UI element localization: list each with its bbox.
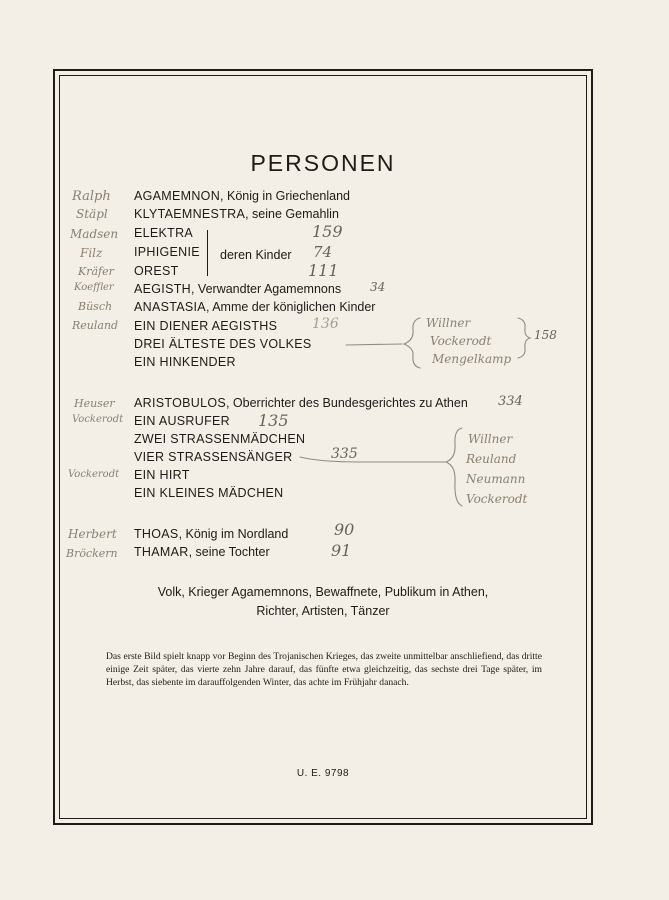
role-agamemnon: AGAMEMNON, König in Griechenland xyxy=(134,189,350,203)
hand-name: Büsch xyxy=(78,300,113,313)
role-elektra: ELEKTRA xyxy=(134,226,194,240)
hand-name: Heuser xyxy=(74,397,115,410)
role-aristobulos: ARISTOBULOS, Oberrichter des Bundesgerichtes zu Athen xyxy=(134,396,468,410)
role-aegisth: AEGISTH, Verwandter Agamemnons xyxy=(134,282,342,296)
catalog-number: U. E. 9798 xyxy=(296,768,350,779)
connector-line xyxy=(346,344,402,345)
page-title: PERSONEN xyxy=(250,150,396,176)
hand-name: Filz xyxy=(80,246,103,260)
hand-group1-name: Willner xyxy=(426,316,471,330)
hand-number: 91 xyxy=(331,541,352,560)
ensemble-line-1: Volk, Krieger Agamemnons, Bewaffnete, Publikum in Athen, xyxy=(157,585,489,599)
hand-number: 136 xyxy=(312,316,339,332)
hand-number: 90 xyxy=(334,520,355,539)
children-label: deren Kinder xyxy=(220,248,292,262)
hand-name: Herbert xyxy=(68,527,117,541)
hand-name: Bröckern xyxy=(66,547,118,560)
hand-number: 111 xyxy=(308,261,339,280)
role-ausrufer: EIN AUSRUFER xyxy=(134,414,230,428)
role-diener: EIN DIENER AEGISTHS xyxy=(134,319,278,333)
role-aelteste: DREI ÄLTESTE DES VOLKES xyxy=(134,337,312,351)
hand-number: 334 xyxy=(498,394,523,409)
role-hirt: EIN HIRT xyxy=(134,468,190,482)
hand-group2-name: Vockerodt xyxy=(466,492,528,506)
hand-name: Vockerodt xyxy=(72,414,124,425)
connector-line xyxy=(300,457,446,462)
hand-group1-name: Mengelkamp xyxy=(432,352,512,366)
hand-group2-name: Neumann xyxy=(466,472,526,486)
hand-group2-name: Reuland xyxy=(466,452,517,466)
brace-left xyxy=(404,318,420,368)
hand-number: 159 xyxy=(312,222,343,241)
hand-name: Stäpl xyxy=(76,207,108,221)
role-thoas: THOAS, König im Nordland xyxy=(134,527,289,541)
hand-number: 74 xyxy=(313,243,333,261)
role-hinkender: EIN HINKENDER xyxy=(134,355,236,369)
hand-name: Ralph xyxy=(72,189,111,204)
hand-name: Kräfer xyxy=(78,265,114,278)
brace-right xyxy=(518,318,530,358)
hand-number: 335 xyxy=(331,446,358,462)
hand-group1-name: Vockerodt xyxy=(430,334,492,348)
role-iphigenie: IPHIGENIE xyxy=(134,245,200,259)
hand-group2-name: Willner xyxy=(468,432,513,446)
hand-name: Vockerodt xyxy=(68,469,120,480)
role-anastasia: ANASTASIA, Amme der königlichen Kinder xyxy=(134,300,376,314)
hand-number: 135 xyxy=(258,411,289,430)
hand-name: Madsen xyxy=(70,227,119,241)
role-kleines-maedchen: EIN KLEINES MÄDCHEN xyxy=(134,486,284,500)
role-thamar: THAMAR, seine Tochter xyxy=(134,545,270,559)
role-strassensaenger: VIER STRASSENSÄNGER xyxy=(134,450,293,464)
hand-name: Reuland xyxy=(72,319,119,332)
role-orest: OREST xyxy=(134,264,179,278)
brace-left xyxy=(446,428,462,506)
scene-note: Das erste Bild spielt knapp vor Beginn des Trojanischen Krieges, das zweite unmittelbar anschliefiend, das dritte einige Zeit später, das vierte zehn Jahre darauf, das fünfte etwa gleichzeitig, das sechste drei Tage später, im Herbst, das siebente im darauffolgenden Winter, das achte im Frühjahr danach. xyxy=(106,651,542,688)
ensemble-line-2: Richter, Artisten, Tänzer xyxy=(256,604,390,618)
role-klytaemnestra: KLYTAEMNESTRA, seine Gemahlin xyxy=(134,207,339,221)
hand-number: 158 xyxy=(534,328,557,342)
hand-number: 34 xyxy=(370,280,386,294)
role-strassenmaedchen: ZWEI STRASSENMÄDCHEN xyxy=(134,432,306,446)
hand-name: Koeffler xyxy=(74,282,114,293)
